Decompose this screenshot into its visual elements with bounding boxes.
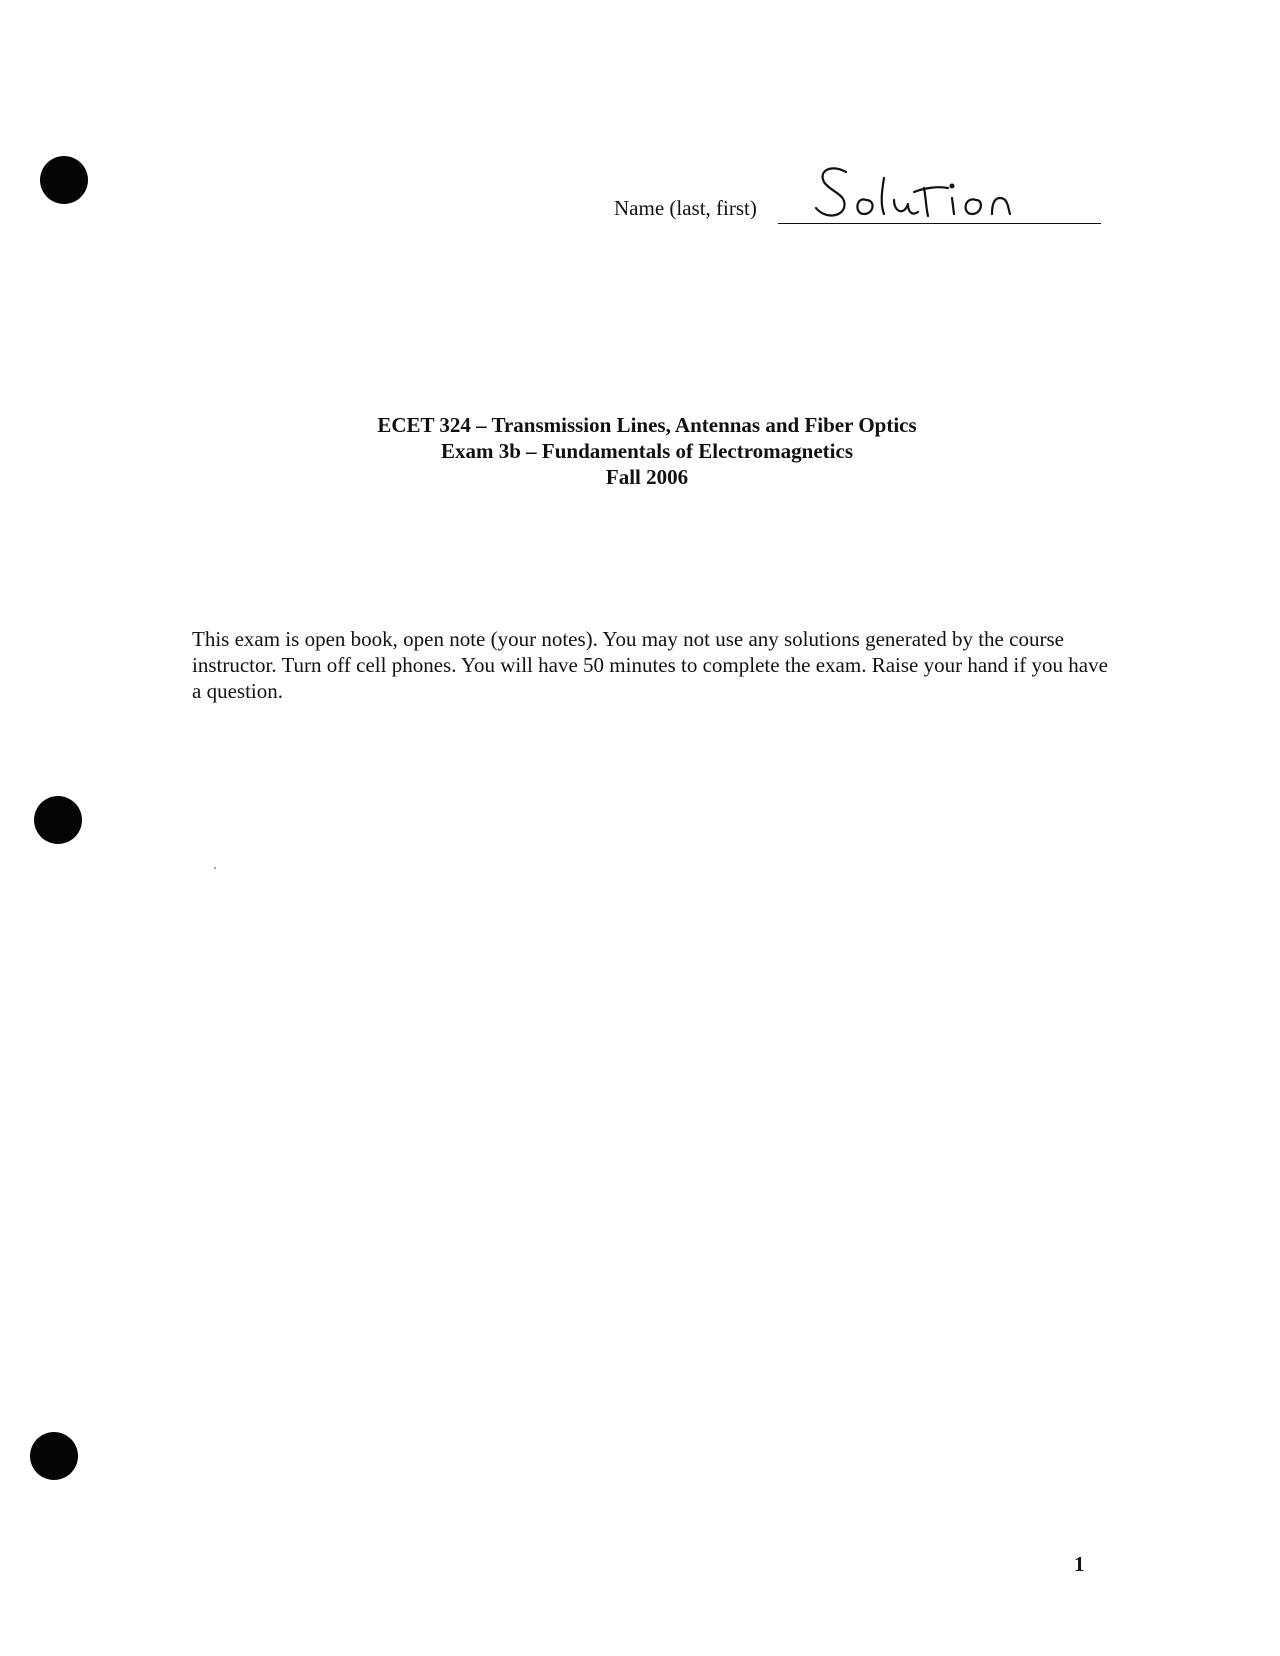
name-label: Name (last, first)	[614, 196, 757, 220]
exam-instructions: This exam is open book, open note (your notes). You may not use any solutions generated by the course instructor. Turn off cell phones. You will have 50 minutes to complete the exam. Raise your hand if you have a question.	[192, 627, 1108, 703]
page-number: 1	[1074, 1552, 1085, 1576]
binder-hole-bottom	[30, 1432, 78, 1480]
course-title: ECET 324 – Transmission Lines, Antennas and Fiber Optics	[377, 413, 917, 437]
binder-hole-top	[40, 156, 88, 204]
exam-term: Fall 2006	[605, 465, 689, 489]
binder-hole-middle	[34, 796, 82, 844]
exam-title: Exam 3b – Fundamentals of Electromagnetics	[440, 439, 853, 463]
exam-title-block	[0, 412, 1280, 490]
scan-speck	[214, 867, 216, 869]
handwritten-solution-signature	[814, 160, 1044, 224]
name-field	[614, 160, 1104, 230]
